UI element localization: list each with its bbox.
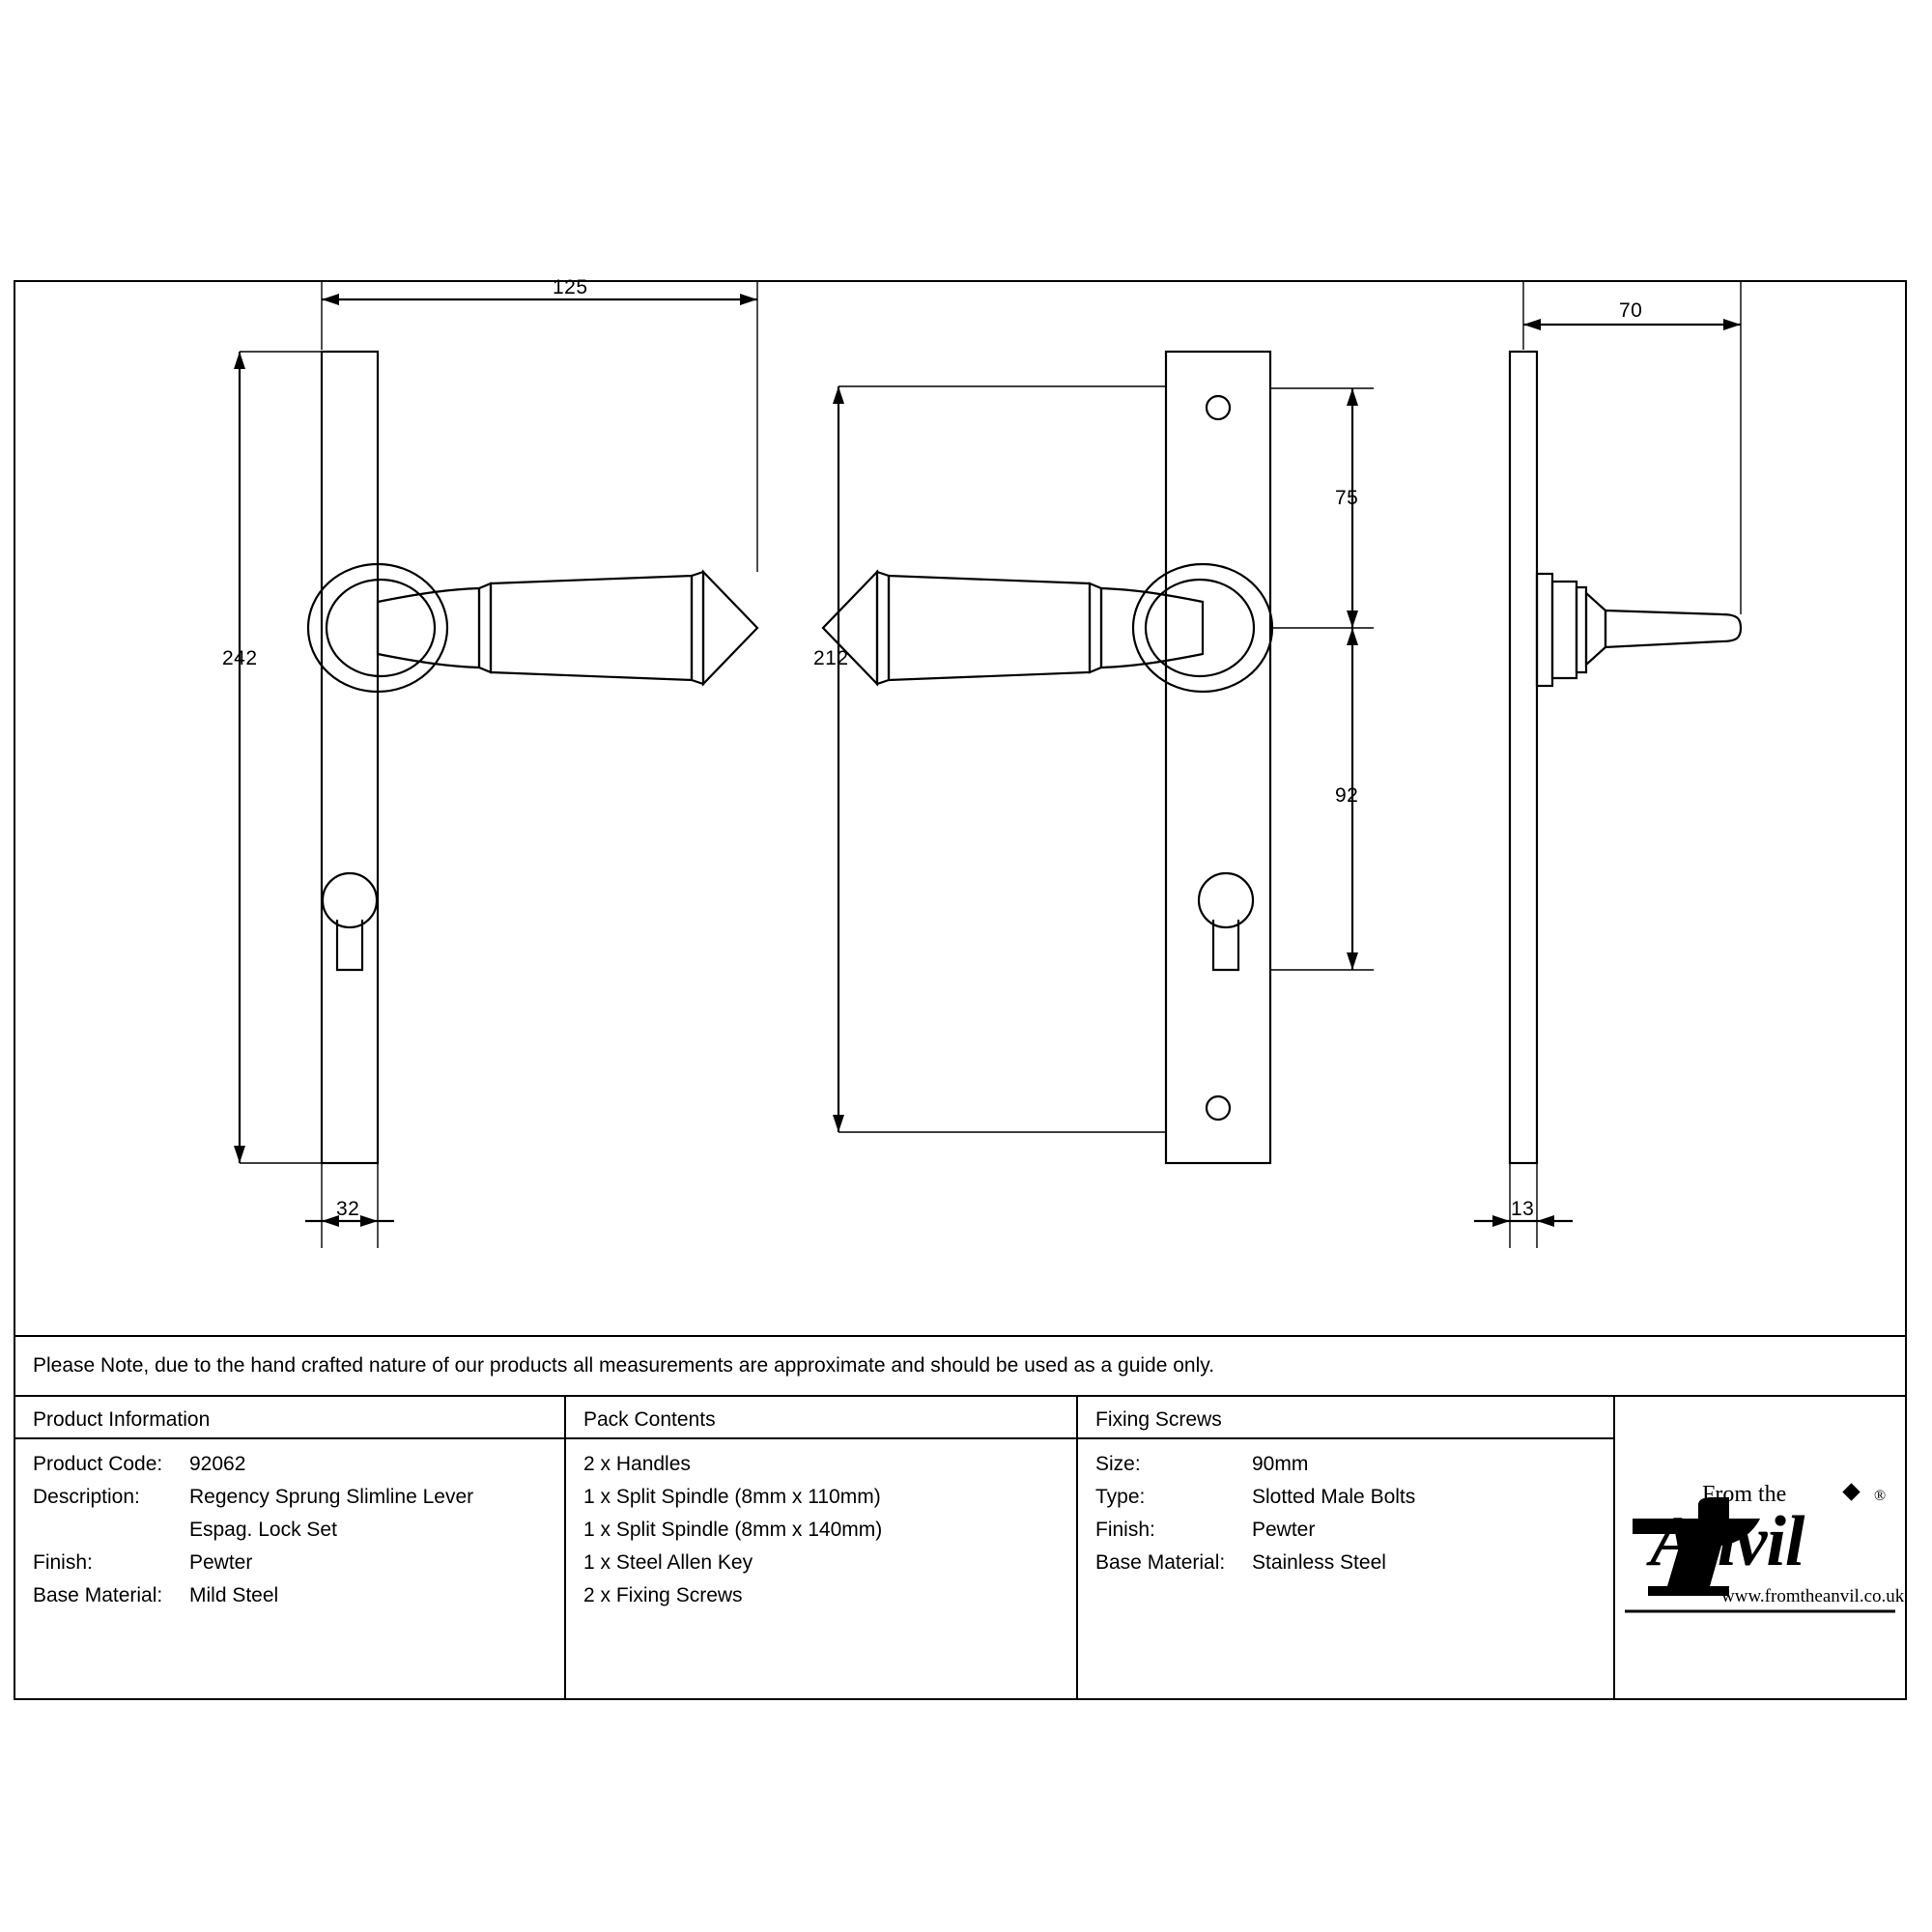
description-key: Description: bbox=[33, 1486, 140, 1508]
side-rose-collar bbox=[1577, 587, 1586, 672]
pack-contents-header bbox=[566, 1397, 1076, 1439]
product-information-header bbox=[15, 1397, 564, 1439]
table-row bbox=[15, 1519, 564, 1551]
pack-item-0: 2 x Handles bbox=[583, 1453, 691, 1475]
screw-base-material-value: Stainless Steel bbox=[1252, 1551, 1386, 1574]
table-row bbox=[1078, 1486, 1613, 1519]
side-lever-neck bbox=[1586, 593, 1605, 665]
left-keyhole-circle bbox=[323, 873, 377, 927]
finish-value: Pewter bbox=[189, 1551, 253, 1574]
left-lever-body bbox=[491, 576, 692, 680]
pack-item-2: 1 x Split Spindle (8mm x 140mm) bbox=[583, 1519, 883, 1541]
fixing-screws-column bbox=[1078, 1397, 1615, 1700]
screw-type-key: Type: bbox=[1095, 1486, 1146, 1508]
pack-item-1: 1 x Split Spindle (8mm x 110mm) bbox=[583, 1486, 881, 1508]
table-row bbox=[15, 1453, 564, 1486]
fixing-screws-header bbox=[1078, 1397, 1613, 1439]
screw-type-value: Slotted Male Bolts bbox=[1252, 1486, 1416, 1508]
pack-item-3: 1 x Steel Allen Key bbox=[583, 1551, 753, 1574]
pack-contents-column bbox=[566, 1397, 1078, 1700]
dim-label-75: 75 bbox=[1335, 487, 1359, 509]
dim-label-125: 125 bbox=[553, 276, 588, 298]
product-code-key: Product Code: bbox=[33, 1453, 163, 1475]
list-item bbox=[566, 1519, 1076, 1551]
screw-finish-value: Pewter bbox=[1252, 1519, 1316, 1541]
logo-from-the: From the bbox=[1702, 1482, 1787, 1507]
table-row bbox=[15, 1551, 564, 1584]
dim-label-70: 70 bbox=[1619, 299, 1643, 322]
side-rose-body bbox=[1552, 582, 1577, 678]
screw-finish-key: Finish: bbox=[1095, 1519, 1155, 1541]
pack-item-4: 2 x Fixing Screws bbox=[583, 1584, 743, 1606]
left-lever-neck bbox=[378, 588, 479, 668]
fixing-screws-header-label: Fixing Screws bbox=[1095, 1408, 1222, 1431]
registered-icon: ® bbox=[1874, 1488, 1887, 1504]
base-material-key: Base Material: bbox=[33, 1584, 163, 1606]
pack-contents-header-label: Pack Contents bbox=[583, 1408, 716, 1431]
logo-anvil-wordmark: Anvil bbox=[1650, 1502, 1804, 1581]
table-row bbox=[1078, 1519, 1613, 1551]
dim-label-13: 13 bbox=[1511, 1198, 1535, 1220]
finish-key: Finish: bbox=[33, 1551, 93, 1574]
list-item bbox=[566, 1486, 1076, 1519]
right-bottom-fixing-hole bbox=[1207, 1096, 1230, 1120]
dim-label-212: 212 bbox=[813, 647, 849, 669]
side-backplate bbox=[1510, 352, 1537, 1163]
right-lever-collar2 bbox=[877, 572, 889, 684]
logo-url: www.fromtheanvil.co.uk bbox=[1721, 1586, 1905, 1606]
table-row bbox=[15, 1486, 564, 1519]
drawing-svg bbox=[15, 282, 1905, 1335]
right-lever-body bbox=[889, 576, 1090, 680]
right-top-fixing-hole bbox=[1207, 396, 1230, 419]
product-information-column bbox=[15, 1397, 566, 1700]
left-lever-end bbox=[703, 572, 757, 684]
screw-base-material-key: Base Material: bbox=[1095, 1551, 1226, 1574]
dim-label-32: 32 bbox=[336, 1198, 360, 1220]
left-lever-collar bbox=[479, 583, 491, 672]
right-lever-neck bbox=[1101, 588, 1203, 668]
info-table bbox=[15, 1395, 1905, 1698]
product-code-value: 92062 bbox=[189, 1453, 246, 1475]
list-item bbox=[566, 1453, 1076, 1486]
note-row bbox=[15, 1335, 1905, 1395]
side-lever-arm bbox=[1605, 611, 1741, 647]
left-backplate bbox=[322, 352, 378, 1163]
left-lever-collar2 bbox=[692, 572, 703, 684]
description-value-cont: Espag. Lock Set bbox=[189, 1519, 337, 1541]
list-item bbox=[566, 1584, 1076, 1617]
right-backplate bbox=[1166, 352, 1270, 1163]
right-keyhole-circle bbox=[1199, 873, 1253, 927]
technical-drawing bbox=[15, 276, 1905, 1335]
dim-label-242: 242 bbox=[222, 647, 258, 669]
right-lever-collar bbox=[1090, 583, 1101, 672]
drawing-frame bbox=[14, 276, 1907, 1700]
table-row bbox=[15, 1584, 564, 1617]
table-row bbox=[1078, 1551, 1613, 1584]
logo-column bbox=[1615, 1397, 1905, 1700]
description-value: Regency Sprung Slimline Lever bbox=[189, 1486, 474, 1508]
side-rose-base bbox=[1537, 574, 1552, 686]
screw-size-value: 90mm bbox=[1252, 1453, 1309, 1475]
list-item bbox=[566, 1551, 1076, 1584]
dim-label-92: 92 bbox=[1335, 784, 1359, 807]
product-information-header-label: Product Information bbox=[33, 1408, 211, 1431]
table-row bbox=[1078, 1453, 1613, 1486]
brand-logo bbox=[1615, 1397, 1905, 1700]
base-material-value: Mild Steel bbox=[189, 1584, 279, 1606]
note-text: Please Note, due to the hand crafted nature of our products all measurements are approximate and should be used as a guide only. bbox=[33, 1354, 1215, 1377]
screw-size-key: Size: bbox=[1095, 1453, 1141, 1475]
